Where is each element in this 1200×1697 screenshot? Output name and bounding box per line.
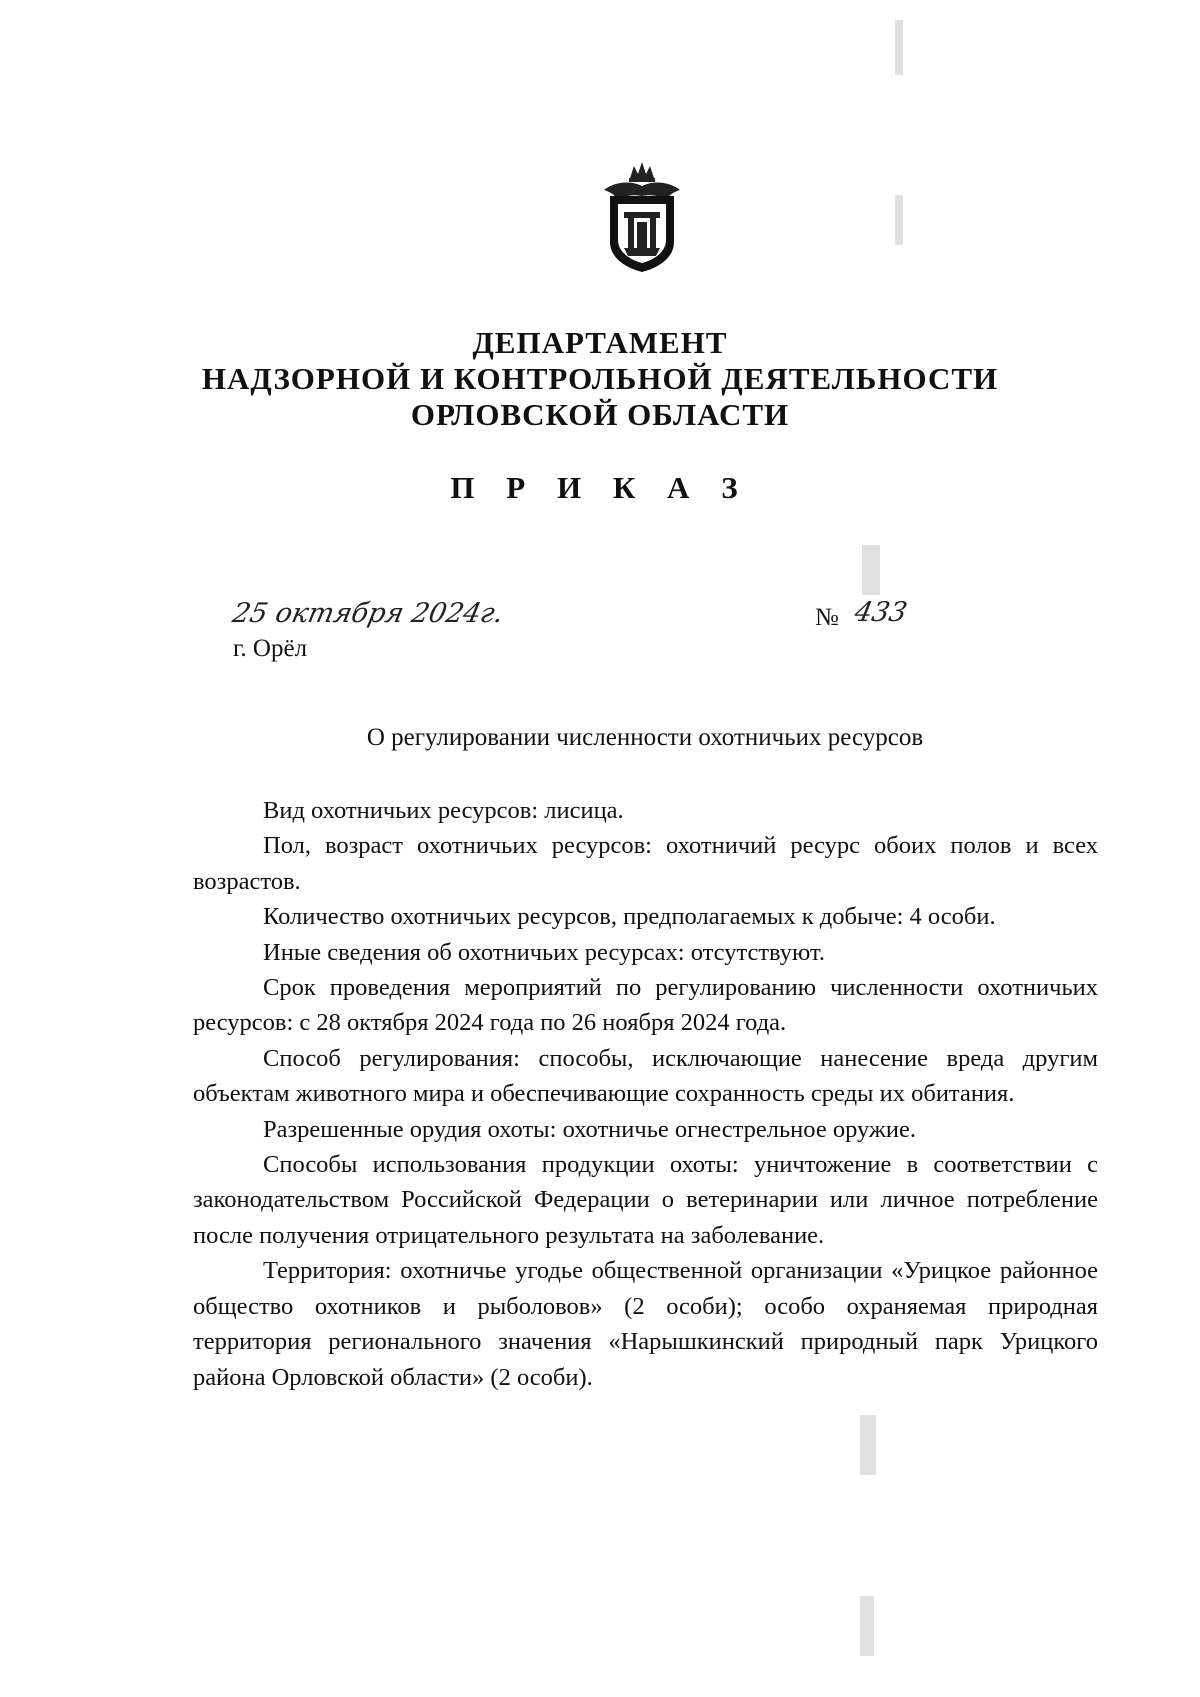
scan-noise (860, 1415, 876, 1475)
scan-noise (862, 545, 880, 595)
order-body (193, 793, 1098, 1395)
paragraph-method: Способ регулирования: способы, исключающие нанесение вреда другим объектам животного мира и обеспечивающие сохранность среды их обитания. (193, 1044, 1098, 1108)
paragraph-weapons: Разрешенные орудия охоты: охотничье огнестрельное оружие. (263, 1115, 916, 1143)
department-name (0, 325, 1200, 433)
order-number-label: № (815, 604, 839, 631)
department-line-2: НАДЗОРНОЙ И КОНТРОЛЬНОЙ ДЕЯТЕЛЬНОСТИ (201, 361, 999, 396)
handwritten-order-number: 433 (851, 597, 910, 628)
paragraph-sex-age: Пол, возраст охотничьих ресурсов: охотничий ресурс обоих полов и всех возрастов. (193, 832, 1098, 895)
department-line-1: ДЕПАРТАМЕНТ (472, 325, 728, 360)
paragraph-quantity: Количество охотничьих ресурсов, предполагаемых к добыче: 4 особи. (263, 903, 996, 931)
paragraph-territory: Территория: охотничье угодье общественной организации «Урицкое районное общество охотников и рыболовов» (2 особи); особо охраняемая природная территория регионального значения «Нарышкинский природный парк Урицкого района Орловской области» (2 особи). (193, 1257, 1098, 1391)
order-title: О регулировании численности охотничьих ресурсов (366, 724, 924, 751)
scan-noise (895, 195, 903, 245)
scan-noise (860, 1596, 874, 1656)
city: г. Орёл (233, 635, 308, 662)
coat-of-arms-icon (600, 160, 684, 274)
paragraph-product-use: Способы использования продукции охоты: уничтожение в соответствии с законодательством Российской Федерации о ветеринарии или личное потребление после получения отрицательного результата на заболевание. (193, 1151, 1098, 1249)
document-type: П Р И К А З (450, 470, 750, 505)
paragraph-period: Срок проведения мероприятий по регулированию численности охотничьих ресурсов: с 28 октября 2024 года по 26 ноября 2024 года. (193, 974, 1098, 1037)
department-line-3: ОРЛОВСКОЙ ОБЛАСТИ (410, 397, 790, 432)
paragraph-other-info: Иные сведения об охотничьих ресурсах: отсутствуют. (263, 938, 825, 966)
paragraph-species: Вид охотничьих ресурсов: лисица. (263, 797, 624, 824)
scan-noise (895, 20, 903, 75)
handwritten-date: 25 октября 2024г. (229, 598, 507, 629)
